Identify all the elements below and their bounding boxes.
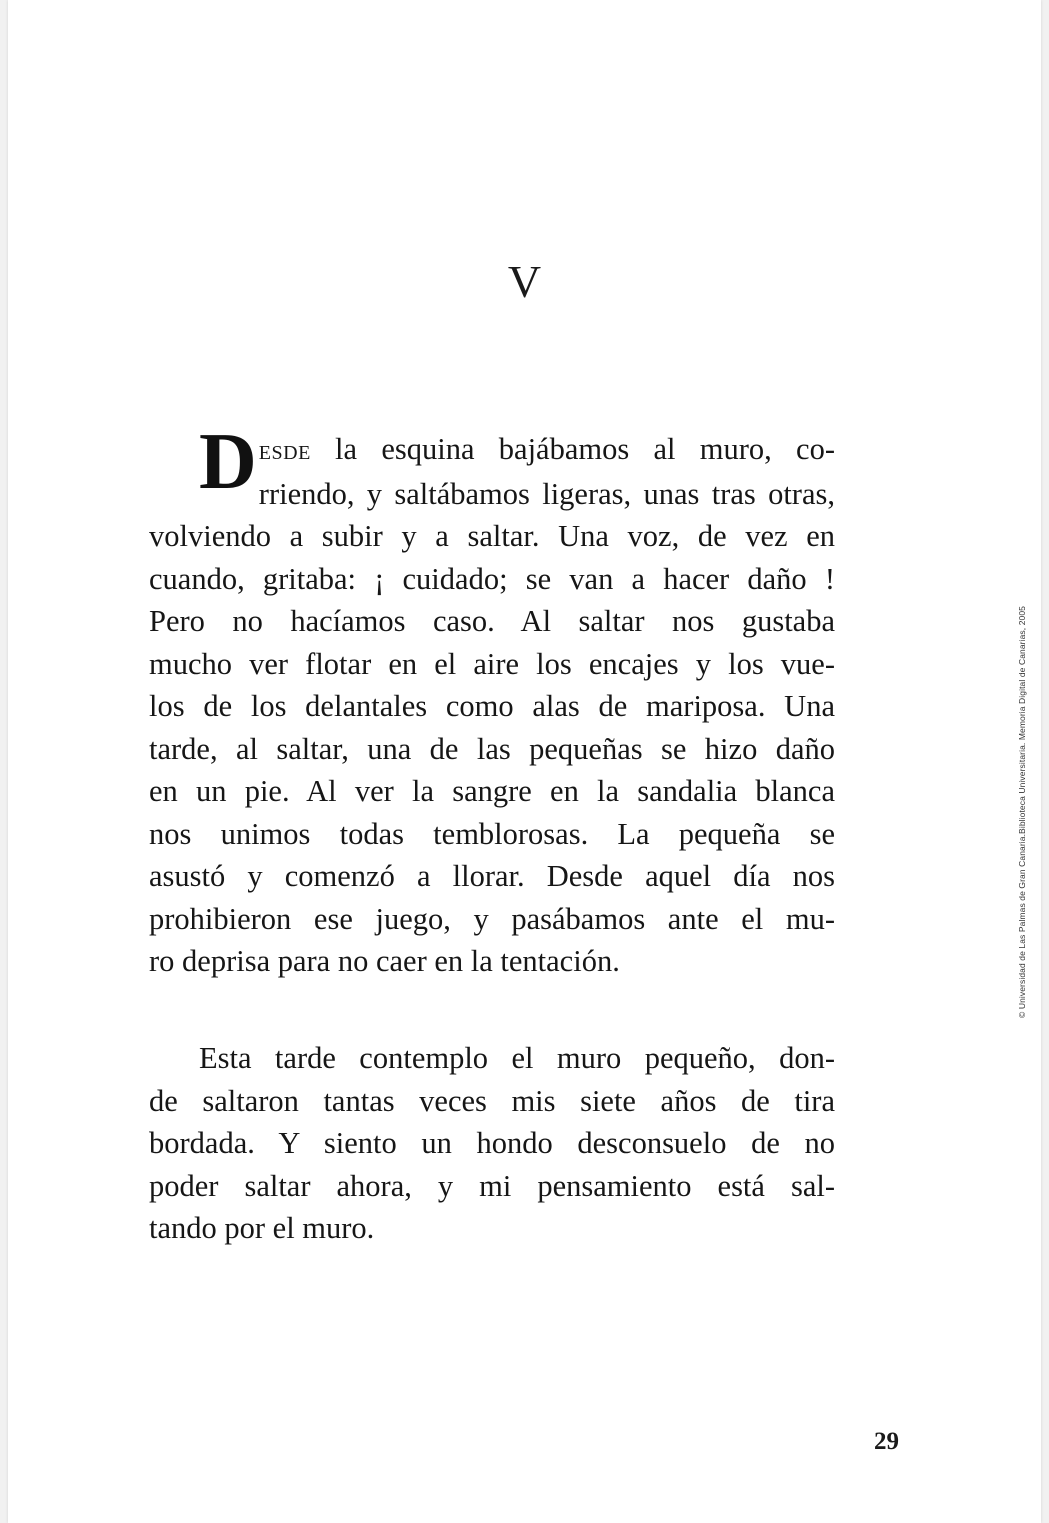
book-page	[8, 0, 1041, 1523]
paragraph-1-line-1-text: la esquina bajábamos al muro, co-	[310, 432, 835, 466]
paragraph-1-line: rriendo, y saltábamos ligeras, unas tras otras,	[258, 476, 835, 511]
paragraph-1-line: tarde, al saltar, una de las pequeñas se hizo daño	[149, 731, 835, 766]
paragraph-2-line: poder saltar ahora, y mi pensamiento está sal-	[149, 1168, 835, 1203]
copyright-watermark: © Universidad de Las Palmas de Gran Canaria.Biblioteca Universitaria. Memoria Digital de Canarias, 2005	[1017, 605, 1027, 1018]
paragraph-1-line: cuando, gritaba: ¡ cuidado; se van a hacer daño !	[149, 561, 835, 596]
paragraph-1-line: prohibieron ese juego, y pasábamos ante el mu-	[149, 901, 835, 936]
paragraph-1-line: Pero no hacíamos caso. Al saltar nos gustaba	[149, 604, 835, 638]
paragraph-2-line: de saltaron tantas veces mis siete años de tira	[149, 1083, 835, 1118]
paragraph-2-line: bordada. Y siento un hondo desconsuelo de no	[149, 1126, 835, 1160]
chapter-heading: V	[507, 256, 542, 307]
page-number: 29	[874, 1428, 899, 1455]
small-caps-word: esde	[258, 435, 311, 466]
paragraph-2-line: Esta tarde contemplo el muro pequeño, don-	[199, 1041, 835, 1075]
paragraph-1-line: mucho ver flotar en el aire los encajes y los vue-	[149, 646, 835, 681]
drop-cap: D	[199, 418, 255, 506]
paragraph-1-line: asustó y comenzó a llorar. Desde aquel día nos	[149, 859, 835, 893]
paragraph-2	[149, 1037, 835, 1250]
paragraph-1-line: los de los delantales como alas de mariposa. Una	[149, 689, 835, 723]
paragraph-1	[149, 418, 835, 983]
paragraph-2-line: tando por el muro.	[149, 1211, 375, 1245]
paragraph-1-line: nos unimos todas temblorosas. La pequeña se	[149, 816, 835, 851]
paragraph-1-line: ro deprisa para no caer en la tentación.	[149, 944, 620, 978]
paragraph-1-line: en un pie. Al ver la sangre en la sandalia blanca	[149, 774, 835, 808]
paragraph-1-line: volviendo a subir y a saltar. Una voz, de vez en	[149, 519, 835, 553]
